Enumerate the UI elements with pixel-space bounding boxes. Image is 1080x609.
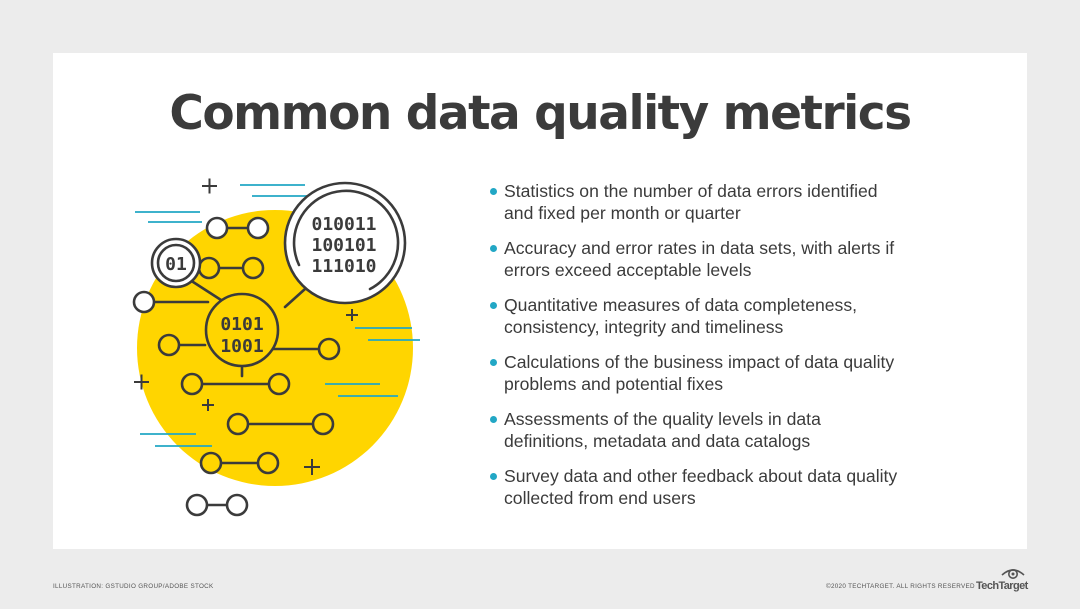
metric-item-5 — [488, 408, 968, 452]
bullet-icon — [490, 416, 497, 423]
metric-item-2 — [488, 237, 968, 281]
copyright-notice: ©2020 TECHTARGET. ALL RIGHTS RESERVED — [826, 583, 975, 590]
metric-item-4 — [488, 351, 968, 395]
metric-text: and fixed per month or quarter — [504, 203, 741, 223]
metric-text: Assessments of the quality levels in data — [504, 409, 821, 429]
metric-text: problems and potential fixes — [504, 374, 724, 394]
metric-text: Statistics on the number of data errors identified — [504, 181, 878, 201]
binary-small: 01 — [165, 254, 187, 275]
bullet-icon — [490, 473, 497, 480]
metric-text: consistency, integrity and timeliness — [504, 317, 784, 337]
logo-wordmark: TechTarget — [976, 580, 1028, 592]
metric-item-6 — [488, 465, 968, 509]
metric-text: Survey data and other feedback about data quality — [504, 466, 898, 486]
metric-text: collected from end users — [504, 488, 696, 508]
binary-center-line-2: 1001 — [220, 336, 264, 357]
illustration-credit: ILLUSTRATION: GSTUDIO GROUP/ADOBE STOCK — [53, 583, 214, 590]
data-network-illustration — [120, 170, 440, 530]
metric-item-1 — [488, 180, 968, 224]
metric-item-3 — [488, 294, 968, 338]
techtarget-logo — [976, 566, 1028, 594]
bullet-icon — [490, 245, 497, 252]
binary-center-line-1: 0101 — [220, 314, 264, 335]
bullet-icon — [490, 302, 497, 309]
metrics-list — [488, 180, 968, 522]
metric-text: Quantitative measures of data completeness, — [504, 295, 858, 315]
binary-large-line-3: 111010 — [311, 256, 377, 277]
bullet-icon — [490, 188, 497, 195]
metric-text: definitions, metadata and data catalogs — [504, 431, 811, 451]
metric-text: Calculations of the business impact of data quality — [504, 352, 895, 372]
bullet-icon — [490, 359, 497, 366]
metric-text: errors exceed acceptable levels — [504, 260, 752, 280]
binary-large-line-2: 100101 — [311, 235, 377, 256]
binary-large-line-1: 010011 — [311, 214, 377, 235]
diagram-title: Common data quality metrics — [169, 86, 911, 141]
metric-text: Accuracy and error rates in data sets, with alerts if — [504, 238, 895, 258]
